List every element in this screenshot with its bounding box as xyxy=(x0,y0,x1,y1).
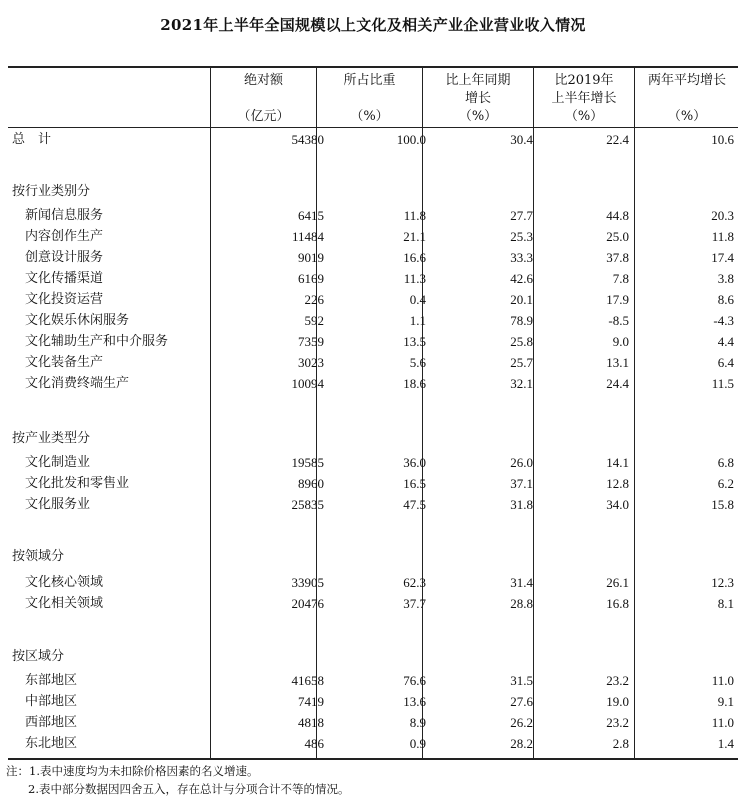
header-line: 上半年增长 xyxy=(551,91,617,106)
table-row xyxy=(8,495,738,515)
table-title: 2021年上半年全国规模以上文化及相关产业企业营业收入情况 xyxy=(160,16,586,34)
row-label: 文化相关领域 xyxy=(25,596,104,611)
cell-avg: 8.6 xyxy=(717,292,734,307)
cell-yoy: 42.6 xyxy=(510,271,533,286)
cell-vs2019: 23.2 xyxy=(606,715,629,730)
cell-share: 5.6 xyxy=(409,355,426,370)
row-label: 文化娱乐休闲服务 xyxy=(25,313,130,328)
table-row xyxy=(8,713,738,733)
cell-avg: 15.8 xyxy=(711,497,734,512)
table-row xyxy=(8,269,738,289)
table-row xyxy=(8,227,738,247)
row-label: 文化装备生产 xyxy=(25,355,104,370)
cell-share: 16.6 xyxy=(403,250,426,265)
cell-yoy: 20.1 xyxy=(510,292,533,307)
cell-vs2019: 44.8 xyxy=(606,208,629,223)
cell-avg: 6.8 xyxy=(717,455,734,470)
row-label: 文化传播渠道 xyxy=(25,271,104,286)
cell-absolute: 226 xyxy=(304,292,324,307)
footnotes xyxy=(6,762,349,798)
header-line: 比上年同期 xyxy=(445,73,511,88)
cell-absolute: 11484 xyxy=(291,229,324,244)
table-row xyxy=(8,332,738,352)
cell-absolute: 41658 xyxy=(291,673,324,688)
cell-yoy: 32.1 xyxy=(510,376,533,391)
table-row xyxy=(8,311,738,331)
cell-share: 37.7 xyxy=(403,596,426,611)
cell-absolute: 10094 xyxy=(291,376,324,391)
cell-absolute: 7359 xyxy=(298,334,324,349)
cell-absolute: 6169 xyxy=(298,271,324,286)
cell-avg: 4.4 xyxy=(717,334,734,349)
cell-avg: 11.0 xyxy=(711,715,734,730)
section-heading-label: 按区域分 xyxy=(12,649,65,664)
cell-vs2019: 23.2 xyxy=(606,673,629,688)
footnote-1: 注：1.表中速度均为未扣除价格因素的名义增速。 xyxy=(6,764,259,778)
cell-yoy: 27.6 xyxy=(510,694,533,709)
row-label: 文化批发和零售业 xyxy=(25,476,130,491)
table-row xyxy=(8,353,738,373)
cell-vs2019: 13.1 xyxy=(606,355,629,370)
header-share xyxy=(317,70,422,126)
table-row xyxy=(8,573,738,593)
cell-share: 18.6 xyxy=(403,376,426,391)
table-row xyxy=(8,374,738,394)
cell-avg: -4.3 xyxy=(713,313,734,328)
cell-absolute: 54380 xyxy=(291,132,324,147)
cell-vs2019: 14.1 xyxy=(606,455,629,470)
table-row xyxy=(8,206,738,226)
table-row xyxy=(8,248,738,268)
cell-share: 0.4 xyxy=(409,292,426,307)
cell-avg: 17.4 xyxy=(711,250,734,265)
row-label: 创意设计服务 xyxy=(25,250,104,265)
header-rule xyxy=(8,127,738,128)
bottom-rule xyxy=(8,758,738,760)
header-line: 比2019年 xyxy=(554,73,614,88)
cell-vs2019: 34.0 xyxy=(606,497,629,512)
table-row-total xyxy=(8,130,738,150)
row-label: 文化辅助生产和中介服务 xyxy=(25,334,169,349)
cell-absolute: 33905 xyxy=(291,575,324,590)
table-row xyxy=(8,290,738,310)
header-yoy-growth xyxy=(423,70,533,126)
cell-yoy: 78.9 xyxy=(510,313,533,328)
cell-absolute: 9019 xyxy=(298,250,324,265)
cell-share: 36.0 xyxy=(403,455,426,470)
cell-share: 13.6 xyxy=(403,694,426,709)
header-unit: （亿元） xyxy=(237,109,290,124)
row-label: 西部地区 xyxy=(25,715,78,730)
cell-vs2019: 9.0 xyxy=(612,334,629,349)
cell-share: 1.1 xyxy=(409,313,426,328)
cell-vs2019: 16.8 xyxy=(606,596,629,611)
row-label: 文化核心领域 xyxy=(25,575,104,590)
cell-vs2019: 17.9 xyxy=(606,292,629,307)
cell-avg: 6.4 xyxy=(717,355,734,370)
cell-share: 8.9 xyxy=(409,715,426,730)
row-label: 新闻信息服务 xyxy=(25,208,104,223)
cell-yoy: 28.8 xyxy=(510,596,533,611)
cell-share: 16.5 xyxy=(403,476,426,491)
cell-share: 11.3 xyxy=(403,271,426,286)
footnote-2: 2.表中部分数据因四舍五入，存在总计与分项合计不等的情况。 xyxy=(28,782,350,796)
cell-yoy: 31.8 xyxy=(510,497,533,512)
cell-vs2019: 24.4 xyxy=(606,376,629,391)
cell-absolute: 4818 xyxy=(298,715,324,730)
cell-yoy: 26.0 xyxy=(510,455,533,470)
cell-share: 11.8 xyxy=(403,208,426,223)
cell-avg: 3.8 xyxy=(717,271,734,286)
cell-yoy: 25.3 xyxy=(510,229,533,244)
section-heading-label: 按行业类别分 xyxy=(12,184,91,199)
row-label: 东北地区 xyxy=(25,736,78,751)
cell-avg: 20.3 xyxy=(711,208,734,223)
cell-vs2019: -8.5 xyxy=(608,313,629,328)
cell-avg: 12.3 xyxy=(711,575,734,590)
section-heading xyxy=(8,647,738,667)
top-rule xyxy=(8,66,738,68)
table-row xyxy=(8,692,738,712)
header-line: 两年平均增长 xyxy=(647,73,726,88)
cell-vs2019: 12.8 xyxy=(606,476,629,491)
cell-absolute: 486 xyxy=(304,736,324,751)
header-unit: （%） xyxy=(564,109,604,124)
cell-yoy: 28.2 xyxy=(510,736,533,751)
cell-absolute: 592 xyxy=(304,313,324,328)
cell-yoy: 27.7 xyxy=(510,208,533,223)
cell-absolute: 25835 xyxy=(291,497,324,512)
cell-share: 13.5 xyxy=(403,334,426,349)
cell-yoy: 25.7 xyxy=(510,355,533,370)
cell-share: 47.5 xyxy=(403,497,426,512)
cell-share: 0.9 xyxy=(409,736,426,751)
header-line: 所占比重 xyxy=(343,73,396,88)
section-heading-label: 按产业类型分 xyxy=(12,431,91,446)
cell-yoy: 30.4 xyxy=(510,132,533,147)
cell-avg: 11.0 xyxy=(711,673,734,688)
row-label: 文化消费终端生产 xyxy=(25,376,130,391)
header-unit: （%） xyxy=(667,109,707,124)
section-heading-label: 按领域分 xyxy=(12,549,65,564)
header-unit: （%） xyxy=(350,109,389,124)
cell-yoy: 26.2 xyxy=(510,715,533,730)
cell-share: 21.1 xyxy=(403,229,426,244)
cell-avg: 11.5 xyxy=(711,376,734,391)
row-label: 文化制造业 xyxy=(25,455,91,470)
table-row xyxy=(8,453,738,473)
cell-vs2019: 37.8 xyxy=(606,250,629,265)
header-line: 绝对额 xyxy=(243,73,283,88)
row-label: 文化服务业 xyxy=(25,497,91,512)
cell-absolute: 6415 xyxy=(298,208,324,223)
cell-avg: 1.4 xyxy=(717,736,734,751)
cell-yoy: 25.8 xyxy=(510,334,533,349)
cell-vs2019: 22.4 xyxy=(606,132,629,147)
header-absolute-amount xyxy=(211,70,316,126)
cell-yoy: 37.1 xyxy=(510,476,533,491)
cell-avg: 9.1 xyxy=(717,694,734,709)
cell-yoy: 31.4 xyxy=(510,575,533,590)
row-label: 东部地区 xyxy=(25,673,78,688)
row-label: 中部地区 xyxy=(25,694,78,709)
cell-yoy: 31.5 xyxy=(510,673,533,688)
cell-absolute: 8960 xyxy=(298,476,324,491)
section-heading xyxy=(8,182,738,202)
section-heading xyxy=(8,429,738,449)
cell-avg: 10.6 xyxy=(711,132,734,147)
cell-yoy: 33.3 xyxy=(510,250,533,265)
header-line: 增长 xyxy=(464,91,491,106)
cell-vs2019: 2.8 xyxy=(612,736,629,751)
header-vs-2019 xyxy=(534,70,634,126)
cell-share: 76.6 xyxy=(403,673,426,688)
row-label: 内容创作生产 xyxy=(25,229,104,244)
header-unit: （%） xyxy=(458,109,498,124)
section-heading xyxy=(8,547,738,567)
table-row xyxy=(8,734,738,754)
cell-absolute: 3023 xyxy=(298,355,324,370)
cell-vs2019: 25.0 xyxy=(606,229,629,244)
row-label: 文化投资运营 xyxy=(25,292,104,307)
cell-vs2019: 19.0 xyxy=(606,694,629,709)
cell-vs2019: 26.1 xyxy=(606,575,629,590)
cell-avg: 6.2 xyxy=(717,476,734,491)
header-two-year-avg xyxy=(635,70,739,126)
cell-avg: 8.1 xyxy=(717,596,734,611)
cell-absolute: 7419 xyxy=(298,694,324,709)
cell-share: 62.3 xyxy=(403,575,426,590)
cell-vs2019: 7.8 xyxy=(612,271,629,286)
table-row xyxy=(8,474,738,494)
cell-avg: 11.8 xyxy=(711,229,734,244)
cell-share: 100.0 xyxy=(396,132,426,147)
cell-absolute: 20476 xyxy=(291,596,324,611)
row-label: 总 计 xyxy=(12,132,52,147)
table-row xyxy=(8,594,738,614)
table-row xyxy=(8,671,738,691)
cell-absolute: 19585 xyxy=(291,455,324,470)
